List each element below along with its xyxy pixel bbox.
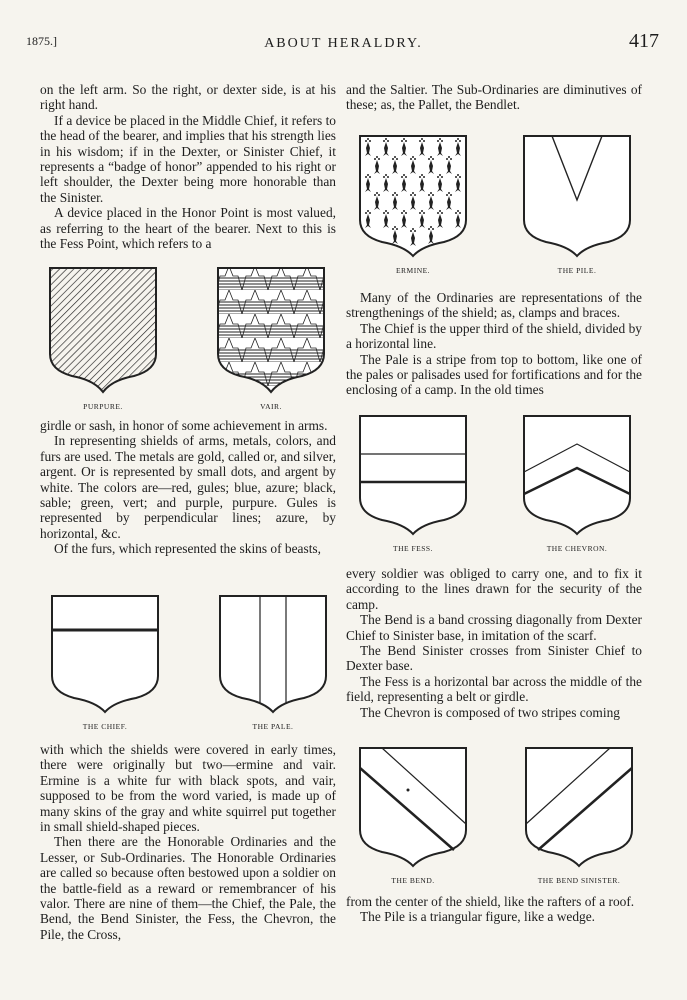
shield-chevron [522, 414, 632, 536]
paragraph: Of the furs, which represented the skins of beasts, [54, 541, 321, 557]
caption-ermine: ERMINE. [395, 266, 431, 275]
paragraph: and the Saltier. The Sub-Ordinaries are diminutives of these; as, the Pallet, the Bendlet. [346, 82, 642, 113]
shield-bend [358, 746, 468, 868]
col2-block-d [346, 894, 642, 925]
shield-bend-sinister [524, 746, 634, 868]
paragraph: In representing shields of arms, metals, colors, and furs are used. The metals are gold, called or, and silver, argent. Or is represented by small dots, and argent by white. The colors are—red, gules; blue, azure; black, sable; green, vert; and purple, purpure. Gules is represented by perpendicular lines; azure, by horizontal, &c. [40, 433, 336, 541]
caption-pile: THE PILE. [557, 266, 597, 275]
caption-fess: THE FESS. [393, 544, 433, 553]
paragraph: Many of the Ordinaries are representations of the strengthenings of the shield; as, clamps and braces. [346, 290, 642, 321]
col1-block-c [40, 742, 336, 942]
paragraph: on the left arm. So the right, or dexter side, is at his right hand. [40, 82, 336, 113]
paragraph: Then there are the Honorable Ordinaries and the Lesser, or Sub-Ordinaries. The Honorable Ordinaries are called so because often bestowed upon a soldier on the battle-field as a reward or remembrancer of his valor. There are nine of them—the Chief, the Pale, the Bend, the Bend Sinister, the Fess, the Chevron, the Pile, the Cross, [40, 834, 336, 942]
shield-purpure [48, 266, 158, 394]
col1-block-b [40, 418, 336, 557]
paragraph: The Bend Sinister crosses from Sinister Chief to Dexter base. [346, 643, 642, 674]
caption-vair: VAIR. [260, 402, 282, 411]
col1-block-a [40, 82, 336, 251]
shield-pale [218, 594, 328, 714]
caption-purpure: PURPURE. [83, 402, 123, 411]
col2-block-a [346, 82, 642, 113]
paragraph: from the center of the shield, like the rafters of a roof. [346, 894, 635, 909]
paragraph: every soldier was obliged to carry one, and to fix it according to the lines drawn for the security of the camp. [346, 566, 642, 612]
col2-block-b [346, 290, 642, 398]
paragraph: If a device be placed in the Middle Chief, it refers to the head of the bearer, and implies that his strength lies in his wisdom; if in the Dexter, or Sinister Chief, it represents a “badge of honor” appended to his right or left shoulder, the Dexter being more honorable than the Sinister. [40, 112, 336, 205]
running-title: ABOUT HERALDRY. [264, 36, 423, 51]
caption-chief: THE CHIEF. [82, 722, 128, 731]
caption-pale: THE PALE. [252, 722, 294, 731]
page-number: 417 [629, 30, 659, 52]
paragraph: A device placed in the Honor Point is most valued, as referring to the heart of the bearer. Next to this is the Fess Point, which refers to a [40, 205, 336, 252]
shield-fess [358, 414, 468, 536]
paragraph: The Pile is a triangular figure, like a wedge. [360, 909, 595, 925]
paragraph: The Fess is a horizontal bar across the middle of the field, representing a belt or girdle. [346, 673, 642, 705]
page-header-date: 1875.] [26, 34, 57, 48]
paragraph: The Bend is a band crossing diagonally from Dexter Chief to Sinister base, in imitation of the scarf. [346, 612, 642, 643]
paragraph: The Chief is the upper third of the shield, divided by a horizontal line. [346, 320, 642, 352]
shield-ermine [358, 134, 468, 258]
shield-chief [50, 594, 160, 714]
paragraph: with which the shields were covered in early times, there were originally but two—ermine and vair. Ermine is a white fur with black spots, and vair, supposed to be from the word varied, is made up of many skins of the gray and white squirrel put together in small shield-shaped pieces. [40, 742, 336, 835]
caption-chevron: THE CHEVRON. [546, 544, 608, 553]
col2-block-c [346, 566, 642, 720]
caption-bend-sinister: THE BEND SINISTER. [537, 876, 621, 885]
paragraph: girdle or sash, in honor of some achievement in arms. [40, 418, 328, 433]
paragraph: The Chevron is composed of two stripes coming [360, 704, 620, 720]
shield-pile [522, 134, 632, 258]
paragraph: The Pale is a stripe from top to bottom, like one of the pales or palisades used for fortifications and for the enclosing of a camp. In the old times [346, 351, 642, 398]
caption-bend: THE BEND. [391, 876, 435, 885]
shield-vair [216, 266, 326, 394]
